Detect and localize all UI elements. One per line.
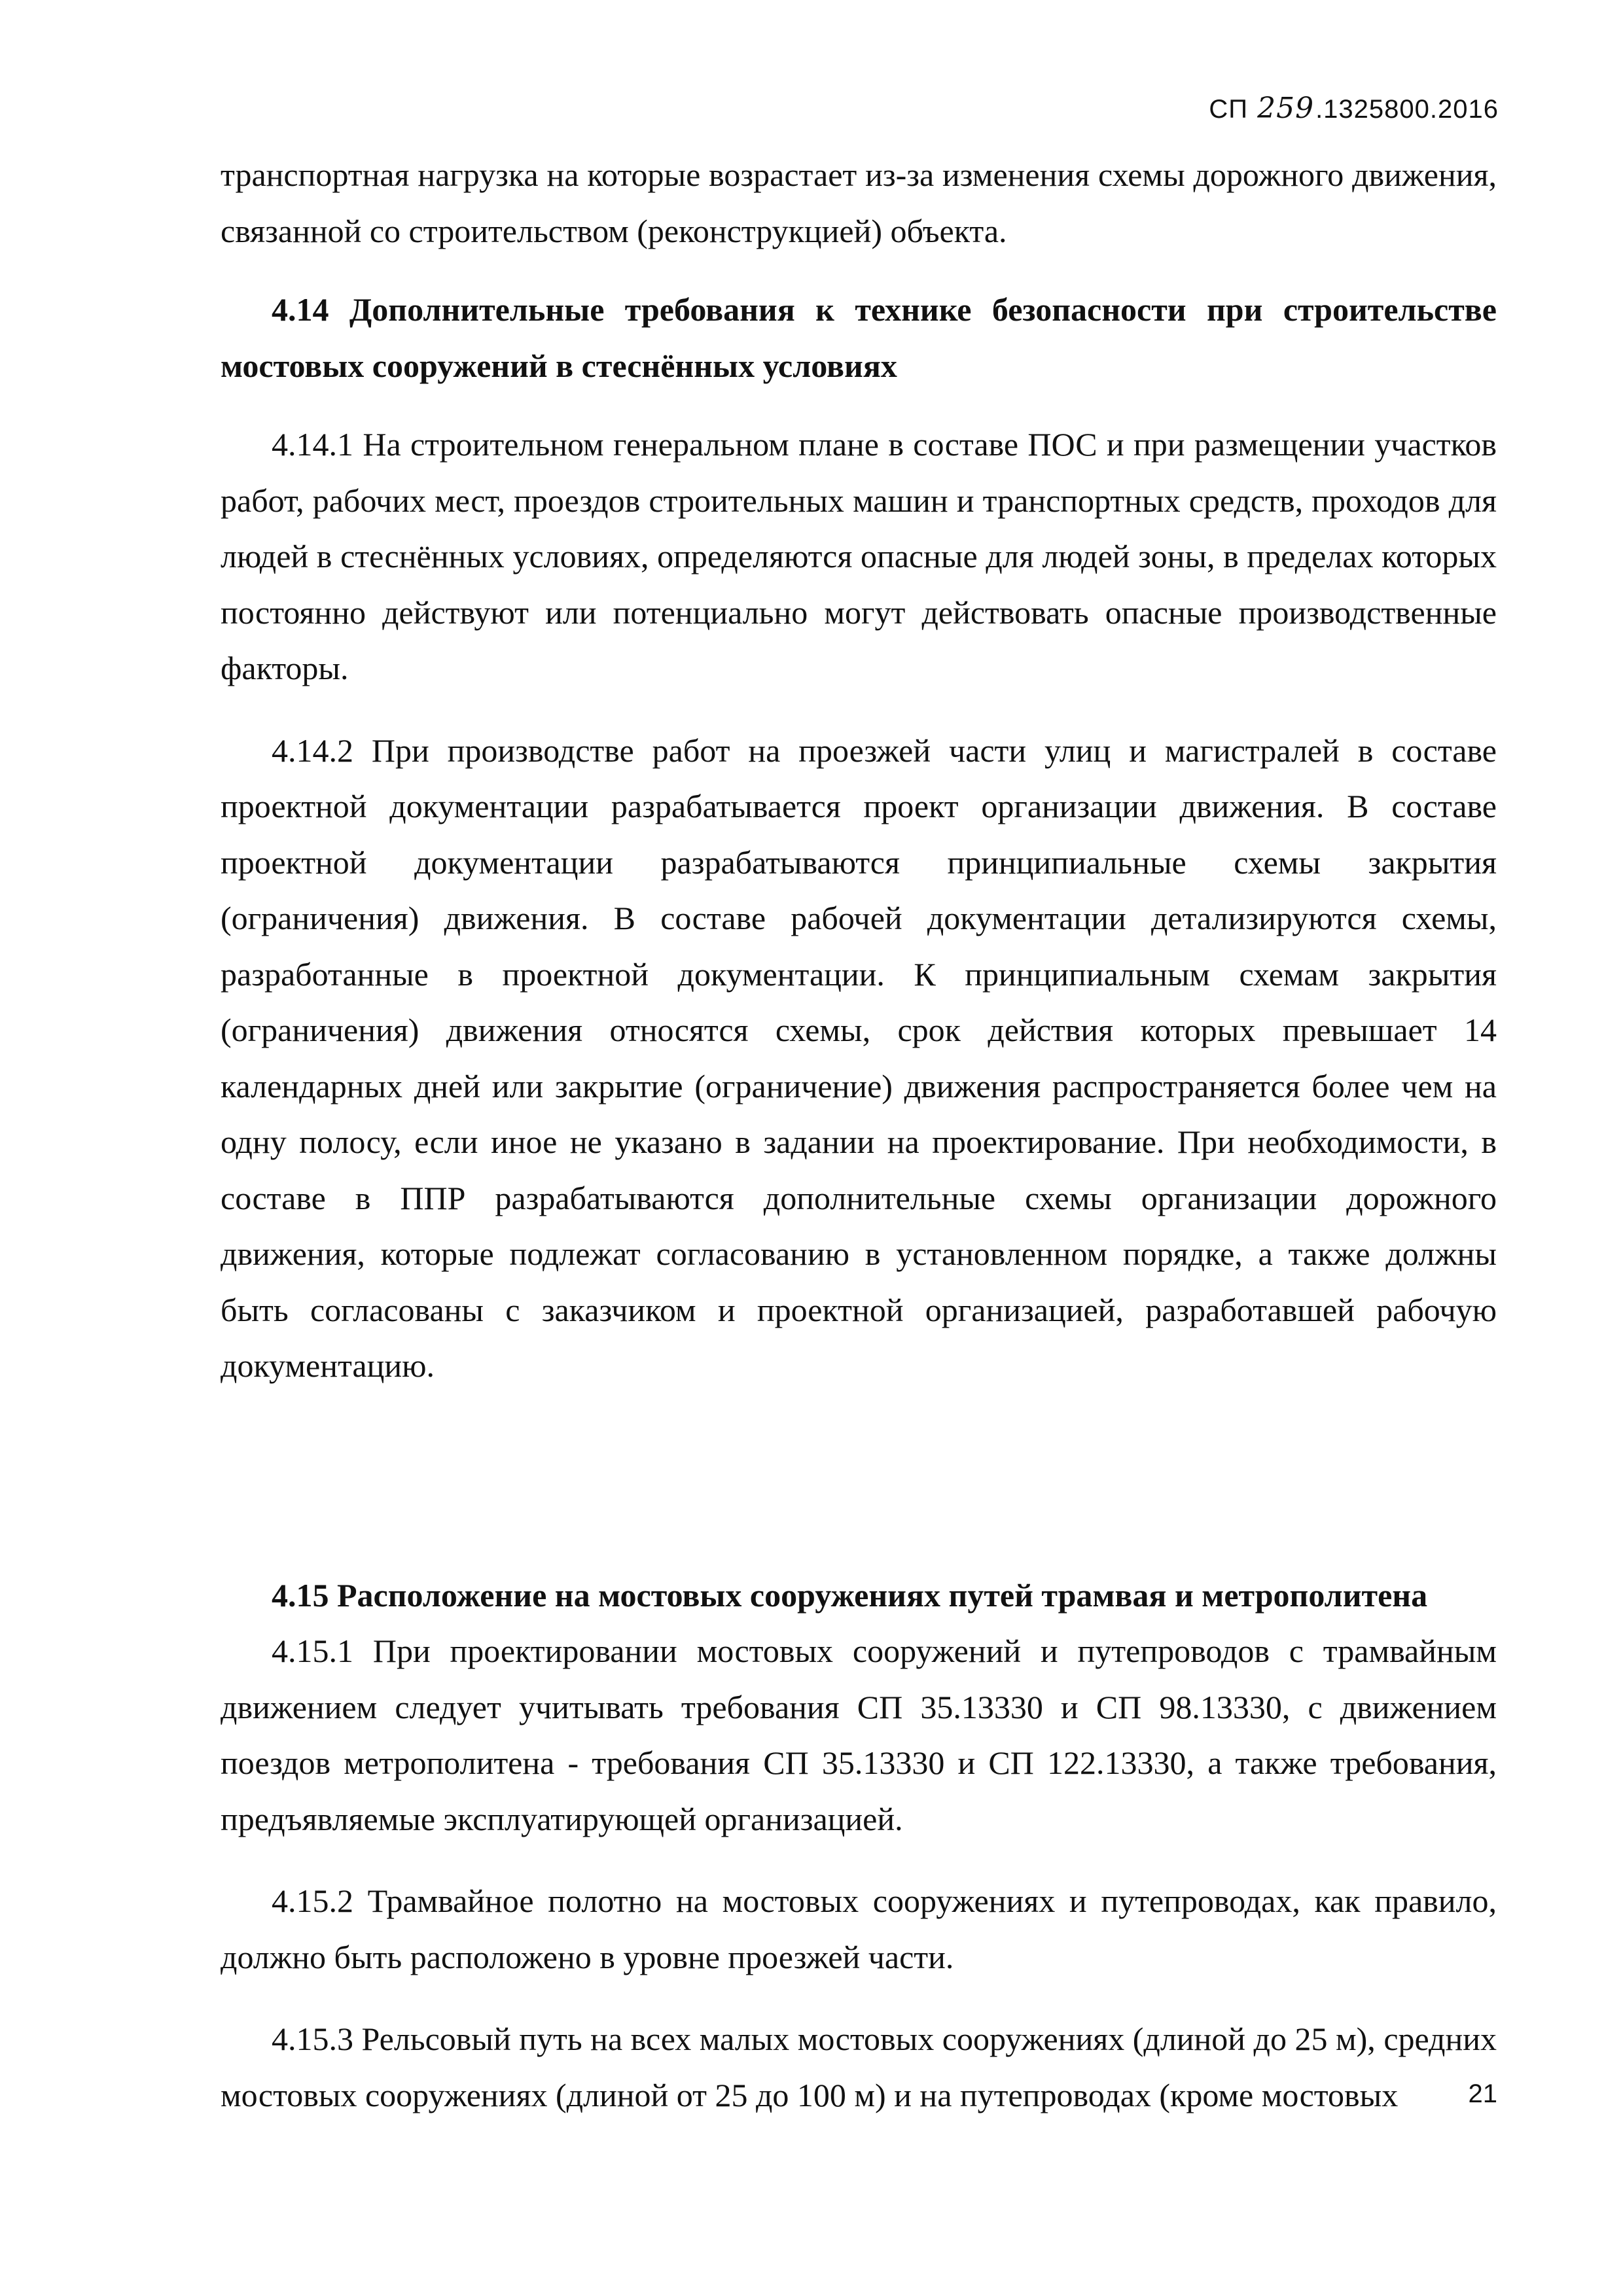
page-body bbox=[221, 147, 1497, 2123]
handwritten-number: 259 bbox=[1257, 92, 1315, 125]
document-code-prefix: СП bbox=[1209, 95, 1248, 124]
paragraph-4-15-2: 4.15.2 Трамвайное полотно на мостовых сооружениях и путепроводах, как правило, должно быть расположено в уровне проезжей части. bbox=[221, 1882, 1497, 1975]
document-code-suffix: .1325800.2016 bbox=[1315, 95, 1499, 124]
paragraph-4-15-3: 4.15.3 Рельсовый путь на всех малых мостовых сооружениях (длиной до 25 м), средних мостовых сооружениях (длиной от 25 до 100 м) и на путепроводах (кроме мостовых bbox=[221, 2021, 1497, 2113]
page-number: 21 bbox=[1468, 2079, 1497, 2108]
document-code bbox=[1209, 92, 1499, 125]
paragraph-4-14-1: 4.14.1 На строительном генеральном плане в составе ПОС и при размещении участков работ, рабочих мест, проездов строительных машин и транспортных средств, проходов для людей в стеснённых условиях, определяются опасные для людей зоны, в пределах которых постоянно действуют или потенциально могут действовать опасные производственные факторы. bbox=[221, 426, 1497, 686]
paragraph-4-14-2: 4.14.2 При производстве работ на проезжей части улиц и магистралей в составе проектной документации разрабатывается проект организации движения. В составе проектной документации разрабатываются принципиальные схемы закрытия (ограничения) движения. В составе рабочей документации детализируются схемы, разработанные в проектной документации. К принципиальным схемам закрытия (ограничения) движения относятся схемы, срок действия которых превышает 14 календарных дней или закрытие (ограничение) движения распространяется более чем на одну полосу, если иное не указано в задании на проектирование. При необходимости, в составе в ППР разрабатываются дополнительные схемы организации дорожного движения, которые подлежат согласованию в установленном порядке, а также должны быть согласованы с заказчиком и проектной организацией, разработавшей рабочую документацию. bbox=[221, 732, 1497, 1384]
section-heading-4-15: 4.15 Расположение на мостовых сооружениях путей трамвая и метрополитена bbox=[272, 1576, 1428, 1614]
continuation-paragraph: транспортная нагрузка на которые возрастает из-за изменения схемы дорожного движения, связанной со строительством (реконструкцией) объекта. bbox=[221, 156, 1497, 249]
paragraph-4-15-1: 4.15.1 При проектировании мостовых сооружений и путепроводов с трамвайным движением следует учитывать требования СП 35.13330 и СП 98.13330, с движением поездов метрополитена - требования СП 35.13330 и СП 122.13330, а также требования, предъявляемые эксплуатирующей организацией. bbox=[221, 1633, 1497, 1837]
section-heading-4-14: 4.14 Дополнительные требования к технике безопасности при строительстве мостовых сооружений в стеснённых условиях bbox=[221, 291, 1497, 384]
